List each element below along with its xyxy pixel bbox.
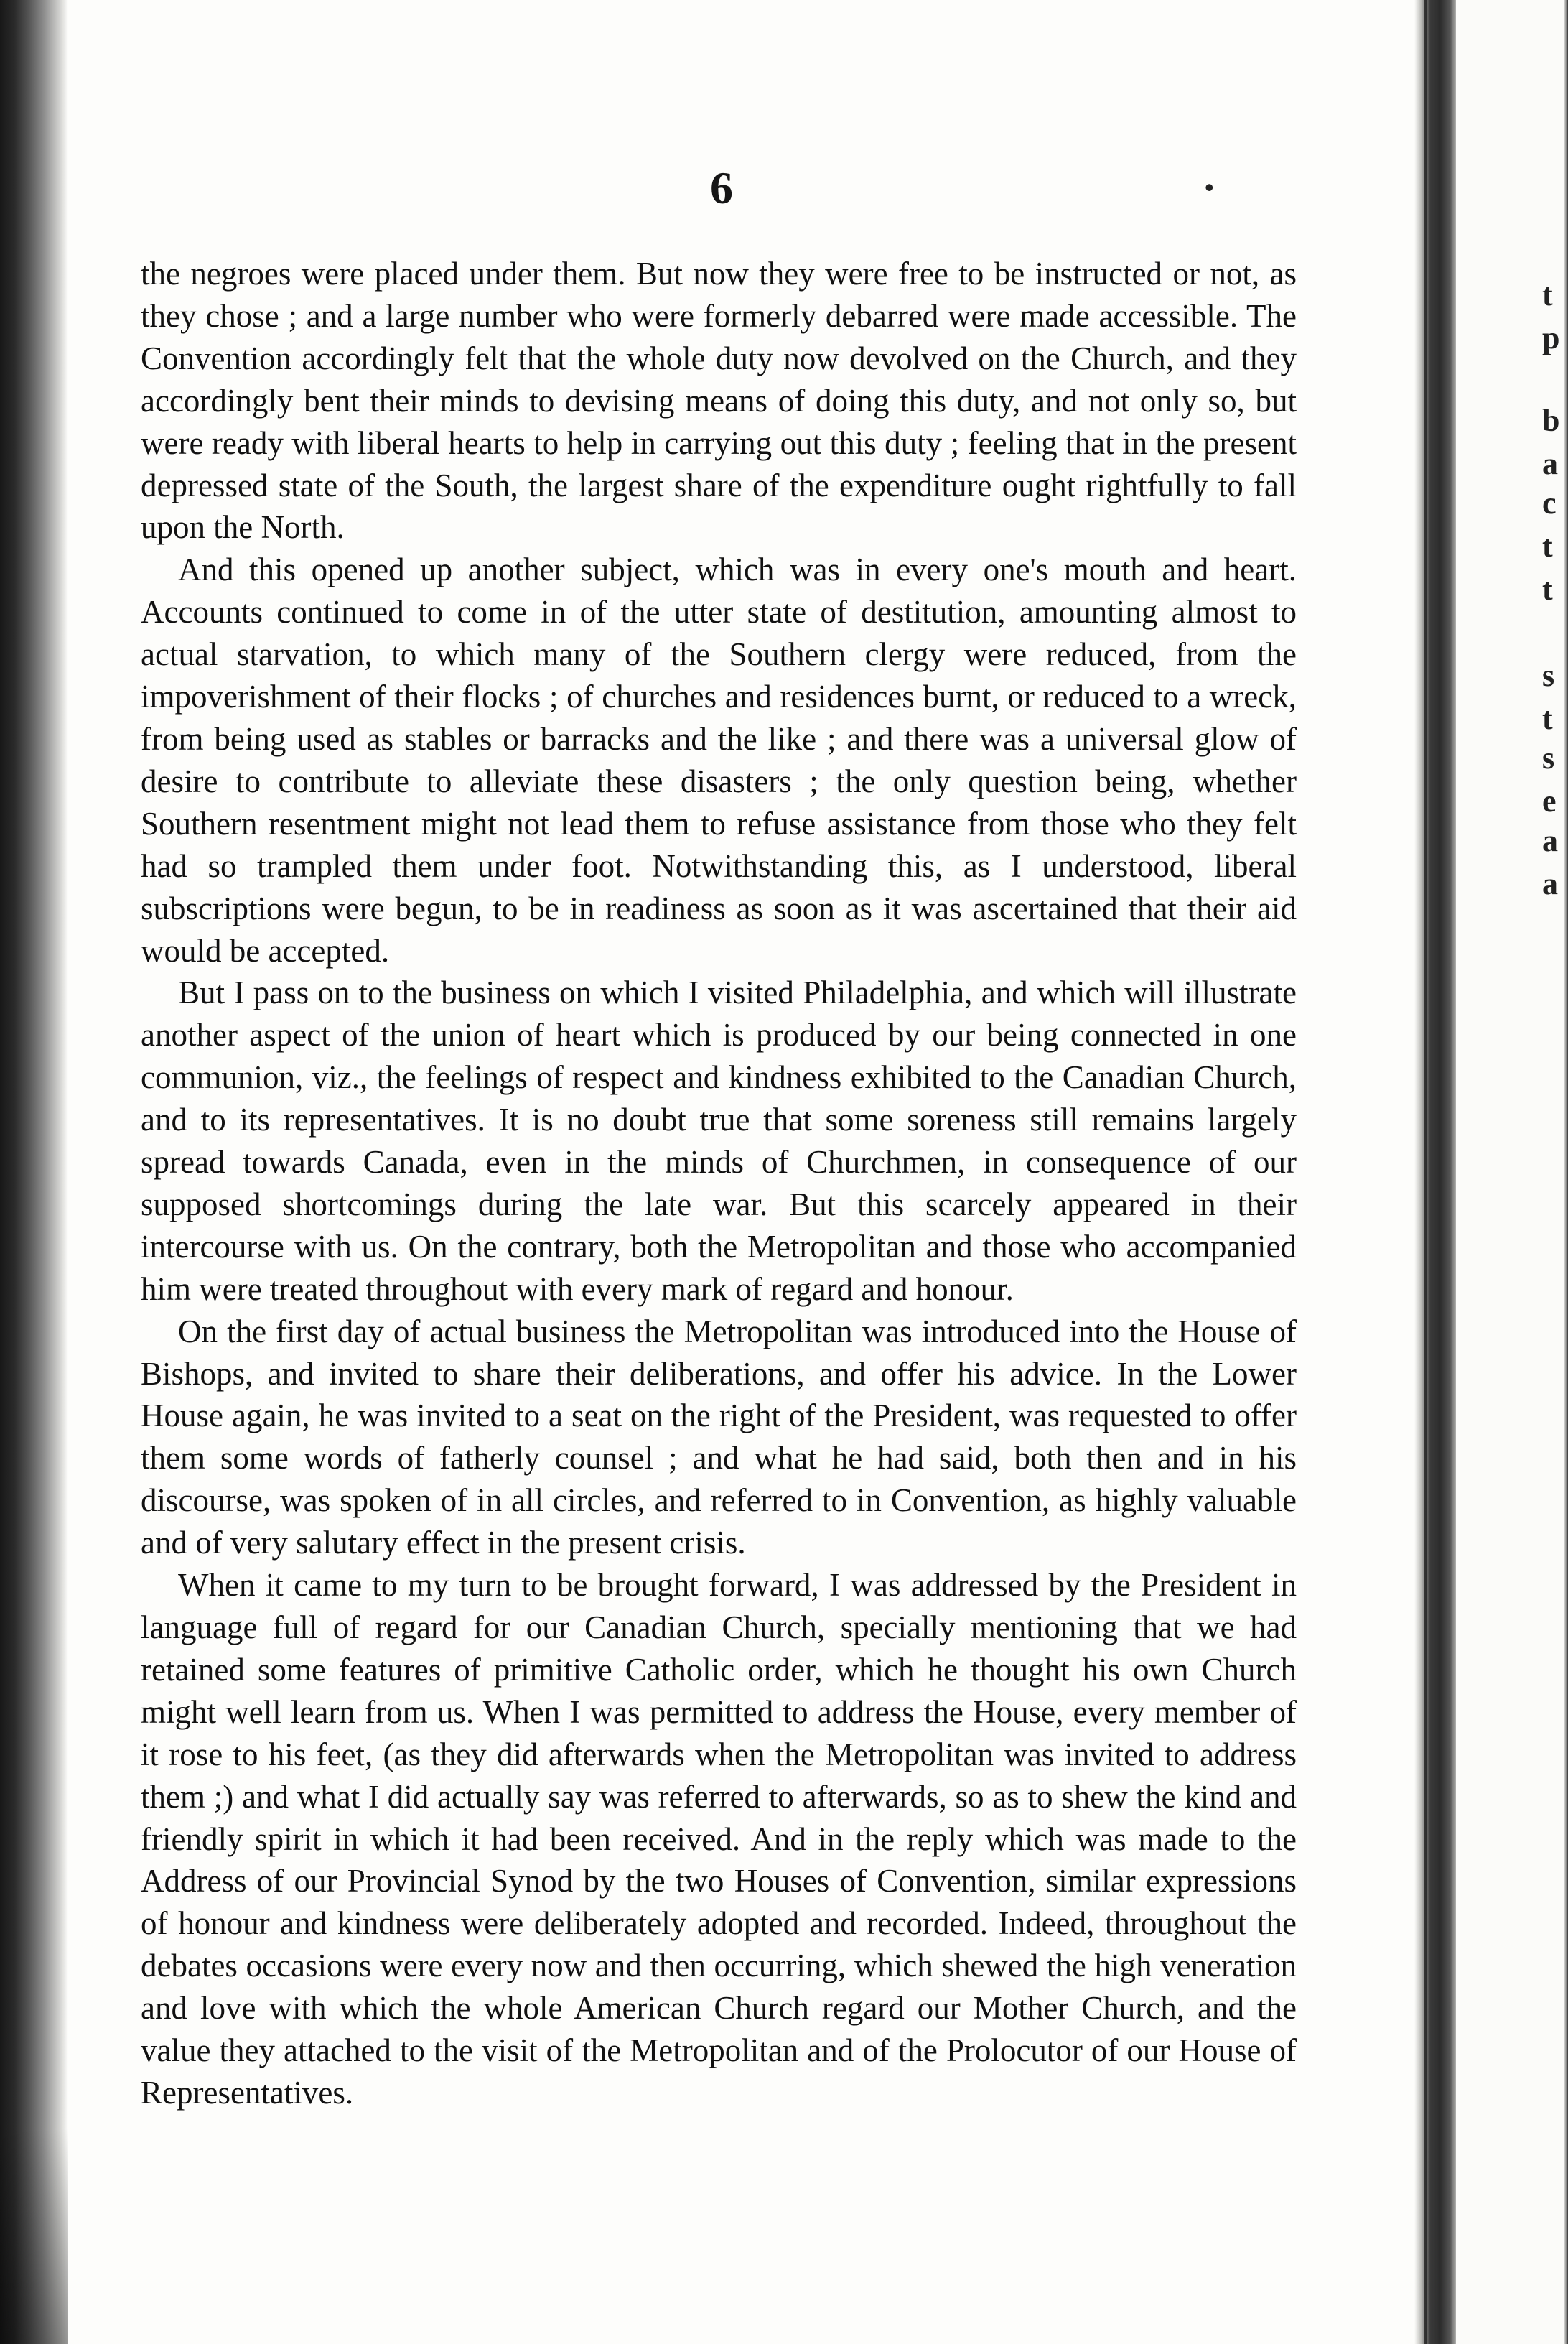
edge-letter: s [1542,740,1555,776]
edge-letter: a [1542,823,1558,858]
edge-letter: t [1542,701,1553,736]
paragraph-3: But I pass on to the business on which I visited Philadelphia, and which will illustrate another aspect of the union of heart which is produced by our being connected in one communion, viz., the feelings of respect and kindness exhibited to the Canadian Church, and to its representatives. It is no doubt true that some soreness still remains largely spread towards Canada, even in the minds of Churchmen, in consequence of our supposed shortcomings during the late war. But this scarcely appeared in their intercourse with us. On the contrary, both the Metropolitan and those who accompanied him were treated throughout with every mark of regard and honour. [141,975,1297,1307]
edge-letter: t [1542,529,1553,564]
facing-page-edge-letters [1542,0,1568,2344]
paragraph-4: On the first day of actual business the Metropolitan was introduced into the House of Bishops, and invited to share their deliberations, and offer his advice. In the Lower House again, he was invited to a seat on the right of the President, was requested to offer them some words of fatherly counsel ; and what he had said, both then and in his discourse, was spoken of in all circles, and referred to in Convention, as highly valuable and of very salutary effect in the present crisis. [141,1313,1297,1561]
edge-letter: e [1542,783,1557,819]
edge-letter: s [1542,658,1555,693]
edge-letter: b [1542,403,1560,438]
paragraph-2: And this opened up another subject, which was in every one's mouth and heart. Accounts continued to come in of the utter state of destitution, amounting almost to actual starvation, to which many of the Southern clergy were reduced, from the impoverishment of their flocks ; of churches and residences burnt, or reduced to a wreck, from being used as stables or barracks and the like ; and there was a universal glow of desire to contribute to alleviate these disasters ; the only question being, whether Southern resentment might not lead them to refuse assistance from those who they felt had so trampled them under foot. Notwithstanding this, as I understood, liberal subscriptions were begun, to be in readiness as soon as it was ascertained that their aid would be accepted. [141,552,1297,969]
edge-letter: c [1542,485,1557,521]
paragraph-5: When it came to my turn to be brought forward, I was addressed by the President in language full of regard for our Canadian Church, specially mentioning that we had retained some features of primitive Catholic order, which he thought his own Church might well learn from us. When I was permitted to address the House, every member of it rose to his feet, (as they did afterwards when the Metropolitan was invited to address them ;) and what I did actually say was referred to afterwards, so as to shew the kind and friendly spirit in which it had been received. And in the reply which was made to the Address of our Provincial Synod by the two Houses of Convention, similar expressions of honour and kindness were deliberately adopted and recorded. Indeed, throughout the debates occasions were every now and then occurring, which shewed the high veneration and love with which the whole American Church regard our Mother Church, and the value they attached to the visit of the Metropolitan and of the Prolocutor of our House of Representatives. [141,1567,1297,2111]
edge-letter: a [1542,446,1558,481]
edge-letter: t [1542,277,1553,312]
page-body [141,253,1297,2114]
edge-letter: p [1542,320,1560,355]
page-number: 6 [710,162,733,213]
left-scan-border [0,0,68,2344]
edge-letter: a [1542,866,1558,901]
book-spine-gutter [1414,0,1456,2344]
paragraph-1: the negroes were placed under them. But now they were free to be instructed or not, as they chose ; and a large number who were formerly debarred were made accessible. The Convention accordingly felt that the whole duty now devolved on the Church, and they accordingly bent their minds to devising means of doing this duty, and not only so, but were ready with liberal hearts to help in carrying out this duty ; feeling that in the present depressed state of the South, the largest share of the expenditure ought rightfully to fall upon the North. [141,256,1297,546]
printer-mark: • [1205,173,1214,202]
edge-letter: t [1542,572,1553,607]
